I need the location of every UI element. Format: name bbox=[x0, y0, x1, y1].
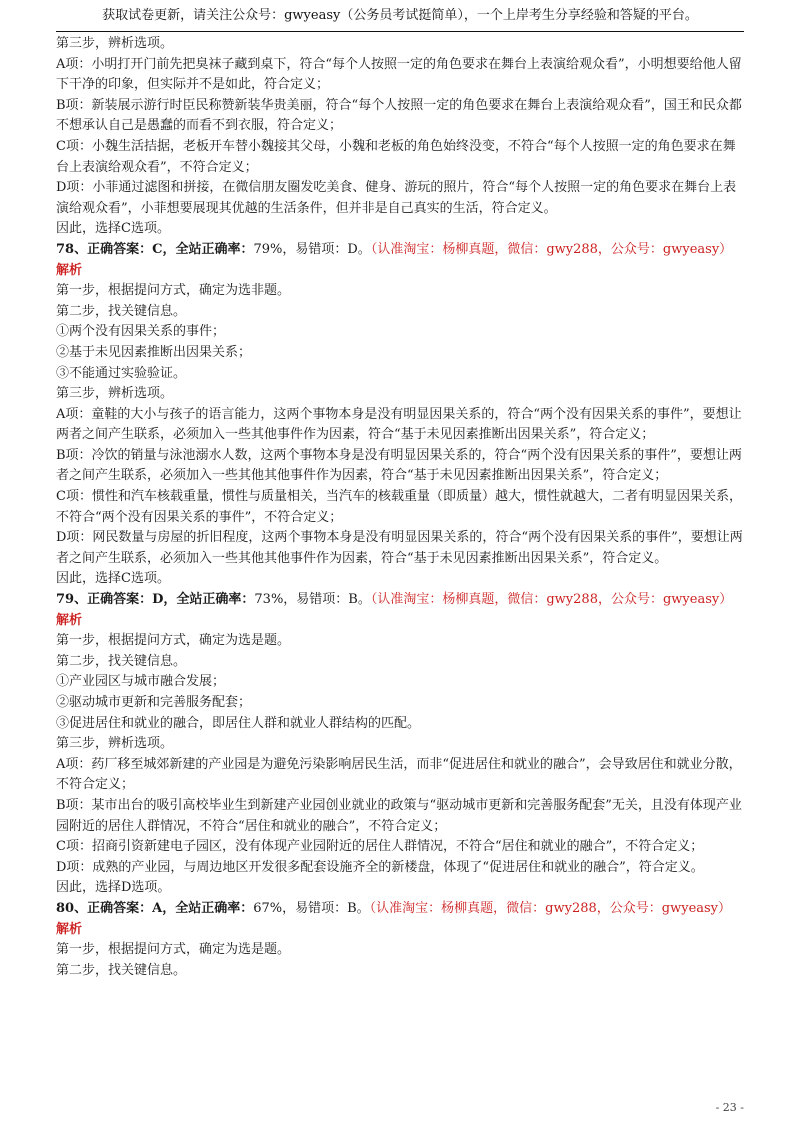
promo-text: （认准淘宝：杨柳真题，微信：gwy288，公众号：gwyeasy） bbox=[370, 241, 733, 257]
answer-label: 正确答案： bbox=[87, 900, 153, 916]
promo-text: （认准淘宝：杨柳真题，微信：gwy288，公众号：gwyeasy） bbox=[369, 900, 732, 916]
question-number: 79、 bbox=[56, 592, 88, 608]
paragraph: A项：药厂移至城郊新建的产业园是为避免污染影响居民生活，而非“促进居住和就业的融合”，会导致居住和就业分散，不符合定义； bbox=[56, 756, 742, 793]
paragraph: B项：新装展示游行时臣民称赞新装华贵美丽，符合“每个人按照一定的角色要求在舞台上表演给观众看”，国王和民众都不想承认自己是愚蠢的而看不到衣服，符合定义； bbox=[56, 97, 742, 134]
paragraph: ②基于未见因素推断出因果关系； bbox=[56, 344, 252, 360]
paragraph: D项：小菲通过滤图和拼接，在微信朋友圈发吃美食、健身、游玩的照片，符合“每个人按照一定的角色要求在舞台上表演给观众看”，小菲想要展现其优越的生活条件，但并非是自己真实的生活，符合定义。 bbox=[56, 180, 737, 216]
accuracy-value: 73%，易错项：B。 bbox=[254, 592, 371, 608]
paragraph: D项：网民数量与房屋的折旧程度，这两个事物本身是没有明显因果关系的，符合“两个没有因果关系的事件”，要想让两者之间产生联系，必须加入一些其他其他事件作为因素，符合“基于未见因素推断出因果关系”，符合定义。 bbox=[56, 530, 743, 566]
paragraph: ③不能通过实验验证。 bbox=[56, 365, 187, 381]
paragraph: 第三步，辨析选项。 bbox=[56, 736, 174, 752]
accuracy-label: 全站正确率： bbox=[175, 241, 254, 257]
paragraph: 因此，选择C选项。 bbox=[56, 571, 170, 587]
paragraph: 第一步，根据提问方式，确定为选是题。 bbox=[56, 942, 291, 958]
paragraph: 第一步，根据提问方式，确定为选非题。 bbox=[56, 283, 291, 299]
analysis-heading: 解析 bbox=[56, 262, 83, 278]
paragraph: 因此，选择C选项。 bbox=[56, 221, 170, 237]
header-divider bbox=[56, 31, 744, 32]
document-body bbox=[56, 34, 746, 981]
page-number: - 23 - bbox=[715, 1101, 744, 1114]
paragraph: C项：招商引资新建电子园区，没有体现产业园附近的居住人群情况，不符合“居住和就业的融合”，不符合定义； bbox=[56, 839, 704, 855]
paragraph: ②驱动城市更新和完善服务配套； bbox=[56, 695, 252, 710]
accuracy-value: 79%，易错项：D。 bbox=[253, 241, 371, 257]
paragraph: D项：成熟的产业园，与周边地区开发很多配套设施齐全的新楼盘，体现了“促进居住和就业的融合”，符合定义。 bbox=[56, 859, 704, 875]
promo-text: （认准淘宝：杨柳真题，微信：gwy288，公众号：gwyeasy） bbox=[370, 592, 733, 608]
paragraph: 第二步，找关键信息。 bbox=[56, 653, 187, 669]
paragraph: B项：某市出台的吸引高校毕业生到新建产业园创业就业的政策与“驱动城市更新和完善服务配套”无关，且没有体现产业园附近的居住人群情况，不符合“居住和就业的融合”，不符合定义； bbox=[56, 797, 742, 834]
answer-value: D， bbox=[152, 592, 177, 608]
analysis-heading: 解析 bbox=[56, 921, 83, 937]
accuracy-value: 67%，易错项：B。 bbox=[253, 900, 370, 916]
paragraph: 因此，选择D选项。 bbox=[56, 880, 171, 896]
page-header bbox=[0, 0, 800, 32]
answer-value: A， bbox=[152, 900, 176, 916]
paragraph: C项：小魏生活拮据，老板开车替小魏接其父母，小魏和老板的角色始终没变，不符合“每个人按照一定的角色要求在舞台上表演给观众看”，不符合定义； bbox=[56, 138, 736, 175]
question-answer-line bbox=[56, 899, 746, 920]
question-answer-line bbox=[56, 590, 746, 611]
paragraph: ③促进居住和就业的融合，即居住人群和就业人群结构的匹配。 bbox=[56, 715, 421, 731]
question-number: 80、 bbox=[56, 900, 88, 916]
answer-label: 正确答案： bbox=[87, 241, 153, 257]
answer-label: 正确答案： bbox=[87, 592, 153, 608]
paragraph: A项：童鞋的大小与孩子的语言能力，这两个事物本身是没有明显因果关系的，符合“两个没有因果关系的事件”，要想让两者之间产生联系，必须加入一些其他事件作为因素，符合“基于未见因素推断出因果关系”，符合定义； bbox=[56, 406, 742, 443]
paragraph: ①两个没有因果关系的事件； bbox=[56, 324, 226, 340]
accuracy-label: 全站正确率： bbox=[175, 900, 254, 916]
answer-value: C， bbox=[152, 241, 176, 257]
accuracy-label: 全站正确率： bbox=[176, 592, 255, 608]
paragraph: 第二步，找关键信息。 bbox=[56, 303, 187, 319]
analysis-heading: 解析 bbox=[56, 612, 83, 628]
question-number: 78、 bbox=[56, 241, 88, 257]
paragraph: 第三步，辨析选项。 bbox=[56, 36, 174, 51]
paragraph: 第三步，辨析选项。 bbox=[56, 386, 174, 402]
paragraph: 第二步，找关键信息。 bbox=[56, 962, 187, 978]
header-text: 获取试卷更新，请关注公众号：gwyeasy（公务员考试挺简单），一个上岸考生分享经验和答疑的平台。 bbox=[102, 8, 698, 23]
paragraph: ①产业园区与城市融合发展； bbox=[56, 674, 226, 690]
question-answer-line bbox=[56, 240, 746, 261]
paragraph: 第一步，根据提问方式，确定为选是题。 bbox=[56, 633, 291, 649]
paragraph: C项：惯性和汽车核载重量，惯性与质量相关，当汽车的核载重量（即质量）越大，惯性就越大，二者有明显因果关系，不符合“两个没有因果关系的事件”，不符合定义； bbox=[56, 489, 742, 525]
paragraph: A项：小明打开门前先把臭袜子藏到桌下，符合“每个人按照一定的角色要求在舞台上表演给观众看”，小明想要给他人留下干净的印象，但实际并不是如此，符合定义； bbox=[56, 56, 742, 93]
paragraph: B项：冷饮的销量与泳池溺水人数，这两个事物本身是没有明显因果关系的，符合“两个没有因果关系的事件”，要想让两者之间产生联系，必须加入一些其他其他事件作为因素，符合“基于未见因素推断出因果关系”，符合定义； bbox=[56, 447, 742, 484]
